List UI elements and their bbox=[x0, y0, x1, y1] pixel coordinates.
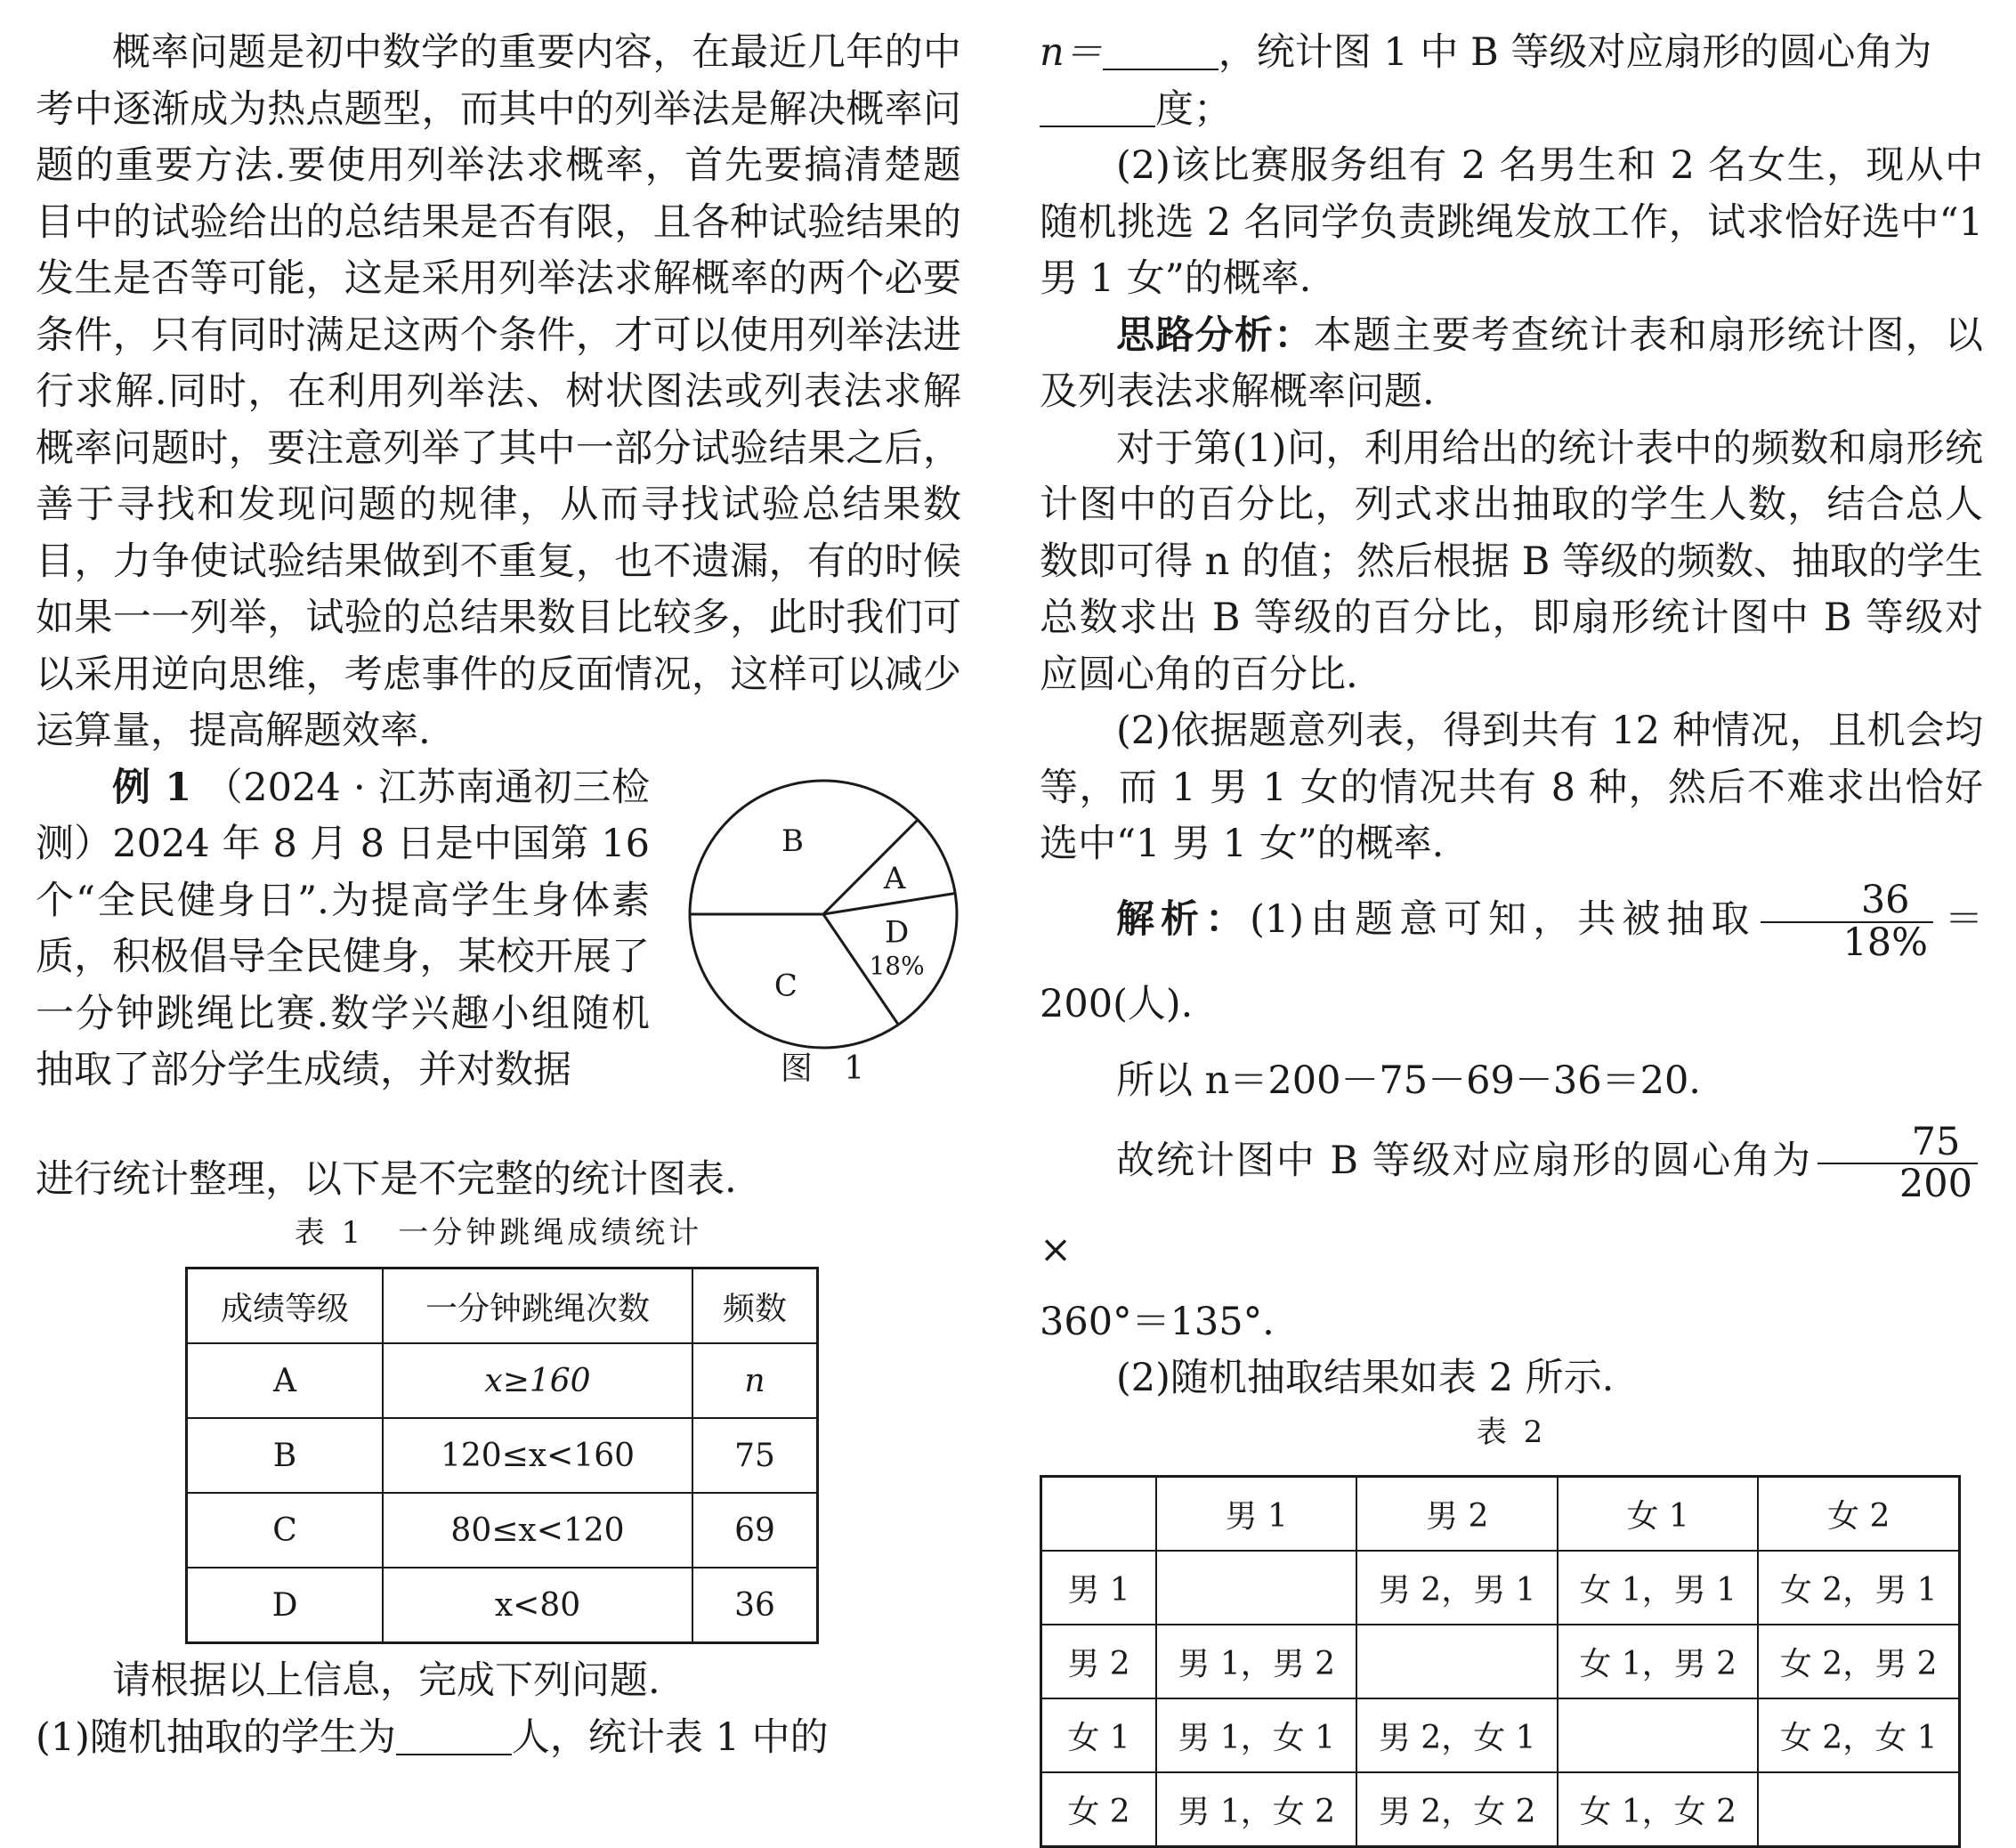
pie-figure bbox=[685, 776, 970, 1089]
left-column bbox=[36, 25, 961, 1766]
pie-slice-label: C bbox=[773, 968, 797, 1004]
example-block bbox=[36, 760, 961, 1152]
analysis-label: 思路分析： bbox=[1116, 312, 1314, 358]
table-cell: D bbox=[187, 1568, 384, 1643]
pie-slice-label: A bbox=[883, 860, 906, 896]
table-cell: x≥160 bbox=[383, 1343, 692, 1418]
table-row bbox=[1041, 1698, 1960, 1772]
table2-header: 男 1 bbox=[1156, 1476, 1356, 1551]
sol3-text: 故统计图中 B 等级对应扇形的圆心角为 bbox=[1116, 1138, 1812, 1183]
table-row bbox=[1041, 1551, 1960, 1625]
table-row bbox=[187, 1493, 818, 1568]
solution-label: 解析： bbox=[1116, 896, 1251, 942]
sol3-times: × bbox=[1040, 1227, 1073, 1272]
pie-slice-label: B bbox=[781, 823, 805, 859]
table2-header: 女 1 bbox=[1558, 1476, 1758, 1551]
solution-line-3 bbox=[1040, 1116, 1983, 1294]
table1-header: 一分钟跳绳次数 bbox=[383, 1268, 692, 1344]
table-cell: 男 2，男 1 bbox=[1356, 1551, 1557, 1625]
q1-n-label: n＝ bbox=[1040, 30, 1103, 75]
table-cell: A bbox=[187, 1343, 384, 1418]
table1-header-row bbox=[187, 1268, 818, 1344]
table1-caption: 表 1 一分钟跳绳成绩统计 bbox=[294, 1215, 703, 1251]
q1-text-a: (1)随机抽取的学生为 bbox=[36, 1714, 396, 1760]
table-cell: 男 1，男 2 bbox=[1156, 1625, 1356, 1698]
pie-chart bbox=[685, 776, 961, 1052]
answer-blank bbox=[396, 1715, 512, 1755]
table-cell: 男 1 bbox=[1041, 1551, 1157, 1625]
q1-text-c: ，统计图 1 中 B 等级对应扇形的圆心角为 bbox=[1218, 30, 1932, 75]
solution-line-4: 360°＝135°. bbox=[1040, 1299, 1275, 1344]
table-cell: B bbox=[187, 1418, 384, 1493]
table-cell: 80≤x<120 bbox=[383, 1493, 692, 1568]
example-text bbox=[36, 760, 650, 1099]
table-cell: 男 1，女 2 bbox=[1156, 1772, 1356, 1847]
table-cell: 120≤x<160 bbox=[383, 1418, 692, 1493]
table-cell: n bbox=[692, 1343, 818, 1418]
analysis-intro: 本题主要考查统计表和扇形统计图，以及列表法求解概率问题. bbox=[1040, 312, 1984, 414]
analysis-heading bbox=[1040, 308, 1983, 421]
table2-header bbox=[1041, 1476, 1157, 1551]
example-statement: （2024 · 江苏南通初三检测）2024 年 8 月 8 日是中国第 16 个“全民健身日”.为提高学生身体素质，积极倡导全民健身，某校开展了一分钟跳绳比赛.数学兴趣小组随机抽取了部分学生成绩，并对数据 bbox=[36, 765, 651, 1092]
q1-text-b: 人，统计表 1 中的 bbox=[511, 1714, 829, 1760]
q1-text-d: 度； bbox=[1155, 86, 1232, 132]
question-1-start bbox=[36, 1710, 961, 1767]
example-statement-cont: 进行统计整理，以下是不完整的统计图表. bbox=[36, 1156, 737, 1202]
table2 bbox=[1040, 1475, 1961, 1848]
solution-line-2: 所以 n＝200－75－69－36＝20. bbox=[1116, 1058, 1701, 1103]
table-row bbox=[1041, 1625, 1960, 1698]
table2-header: 男 2 bbox=[1356, 1476, 1557, 1551]
table2-header-row bbox=[1041, 1476, 1960, 1551]
sol1-text: (1)由题意可知，共被抽取 bbox=[1250, 896, 1756, 942]
table-cell: 69 bbox=[692, 1493, 818, 1568]
table-cell bbox=[1758, 1772, 1959, 1847]
table-cell: x<80 bbox=[383, 1568, 692, 1643]
table-cell: 男 2，女 2 bbox=[1356, 1772, 1557, 1847]
question-2: (2)该比赛服务组有 2 名男生和 2 名女生，现从中随机挑选 2 名同学负责跳绳发放工作，试求恰好选中“1 男 1 女”的概率. bbox=[1040, 143, 1983, 301]
table-cell bbox=[1558, 1698, 1758, 1772]
table-cell: 男 1，女 1 bbox=[1156, 1698, 1356, 1772]
table-cell: 女 2，男 2 bbox=[1758, 1625, 1959, 1698]
answer-blank bbox=[1040, 87, 1155, 127]
table-cell: 女 1 bbox=[1041, 1698, 1157, 1772]
figure-caption: 图 1 bbox=[780, 1050, 876, 1087]
fraction-denominator: 18% bbox=[1842, 920, 1928, 965]
table-row bbox=[187, 1343, 818, 1418]
table-cell: 女 1，男 1 bbox=[1558, 1551, 1758, 1625]
table-cell: C bbox=[187, 1493, 384, 1568]
pie-slice-label: D bbox=[884, 914, 910, 951]
table-cell: 女 1，女 2 bbox=[1558, 1772, 1758, 1847]
question-prompt: 请根据以上信息，完成下列问题. bbox=[112, 1658, 660, 1703]
table-cell: 女 2，男 1 bbox=[1758, 1551, 1959, 1625]
table-cell bbox=[1156, 1551, 1356, 1625]
pie-slice-percent: 18% bbox=[869, 951, 925, 981]
table-cell bbox=[1356, 1625, 1557, 1698]
table-cell: 女 2，女 1 bbox=[1758, 1698, 1959, 1772]
sol1-result: ＝200(人). bbox=[1040, 896, 1984, 1026]
solution-line-1 bbox=[1040, 879, 1983, 1045]
table-cell: 75 bbox=[692, 1418, 818, 1493]
fraction-denominator: 200 bbox=[1899, 1161, 1972, 1206]
table1 bbox=[185, 1267, 819, 1644]
table-cell: 女 2 bbox=[1041, 1772, 1157, 1847]
table-row bbox=[187, 1418, 818, 1493]
intro-paragraph: 概率问题是初中数学的重要内容，在最近几年的中考中逐渐成为热点题型，而其中的列举法是解决概率问题的重要方法.要使用列举法求概率，首先要搞清楚题目中的试验给出的总结果是否有限，且各种试验结果的发生是否等可能，这是采用列举法求解概率的两个必要条件，只有同时满足这两个条件，才可以使用列举法进行求解.同时，在利用列举法、树状图法或列表法求解概率问题时，要注意列举了其中一部分试验结果之后，善于寻找和发现问题的规律，从而寻找试验总结果数目，力争使试验结果做到不重复，也不遗漏，有的时候如果一一列举，试验的总结果数目比较多，此时我们可以采用逆向思维，考虑事件的反面情况，这样可以减少运算量，提高解题效率. bbox=[36, 30, 961, 753]
right-column bbox=[1040, 25, 1983, 1848]
fraction bbox=[1818, 1119, 1978, 1206]
table-cell: 男 2，女 1 bbox=[1356, 1698, 1557, 1772]
question-1-cont bbox=[1040, 25, 1983, 82]
table-cell: 36 bbox=[692, 1568, 818, 1643]
analysis-paragraph-1: 对于第(1)问，利用给出的统计表中的频数和扇形统计图中的百分比，列式求出抽取的学生人数，结合总人数即可得 n 的值；然后根据 B 等级的频数、抽取的学生总数求出 B 等级的百分比，即扇形统计图中 B 等级对应圆心角的百分比. bbox=[1040, 426, 1983, 697]
table-cell: 女 1，男 2 bbox=[1558, 1625, 1758, 1698]
table1-header: 成绩等级 bbox=[187, 1268, 384, 1344]
table-row bbox=[1041, 1772, 1960, 1847]
answer-blank bbox=[1103, 30, 1219, 70]
analysis-paragraph-2: (2)依据题意列表，得到共有 12 种情况，且机会均等，而 1 男 1 女的情况共有 8 种，然后不难求出恰好选中“1 男 1 女”的概率. bbox=[1040, 709, 1983, 866]
example-label: 例 1 bbox=[112, 765, 192, 810]
table2-header: 女 2 bbox=[1758, 1476, 1959, 1551]
table2-caption: 表 2 bbox=[1476, 1414, 1547, 1450]
question-1-end bbox=[1040, 82, 1983, 139]
fraction-numerator: 75 bbox=[1818, 1123, 1978, 1164]
table-row bbox=[187, 1568, 818, 1643]
table-cell: 男 2 bbox=[1041, 1625, 1157, 1698]
fraction-numerator: 36 bbox=[1761, 880, 1933, 922]
fraction bbox=[1761, 878, 1933, 965]
solution-line-5: (2)随机抽取结果如表 2 所示. bbox=[1116, 1356, 1615, 1401]
table1-header: 频数 bbox=[692, 1268, 818, 1344]
